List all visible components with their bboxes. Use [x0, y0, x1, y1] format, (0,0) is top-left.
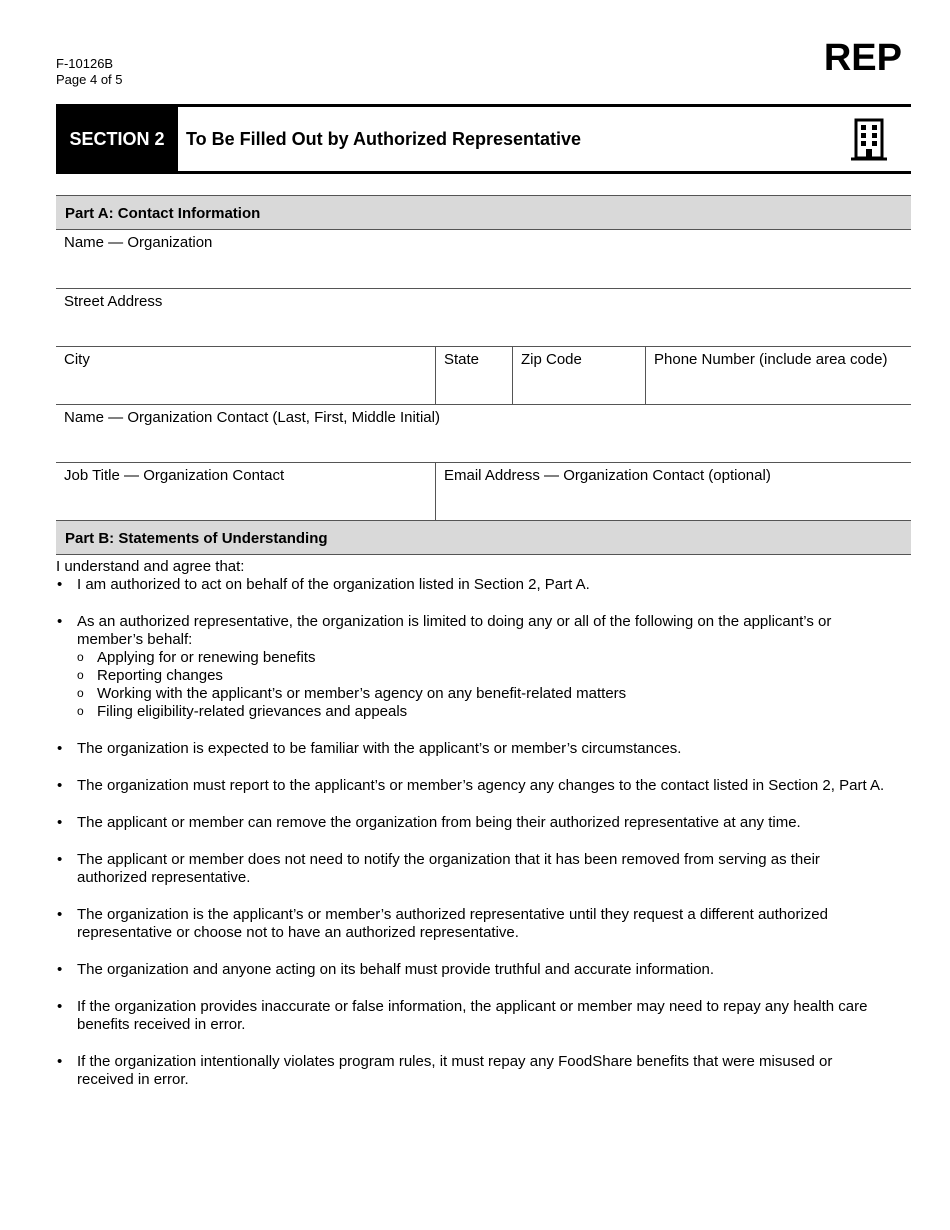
- section-header: [56, 104, 911, 174]
- org-name-field[interactable]: [56, 230, 911, 289]
- sub-list: [77, 649, 886, 721]
- sub-list-item: o Filing eligibility-related grievances and appeals: [77, 703, 886, 721]
- contact-name-field[interactable]: [56, 405, 911, 463]
- list-item: • If the organization intentionally violates program rules, it must repay any FoodShare benefits that were misused or received in error.: [56, 1053, 886, 1089]
- statement-list: [56, 576, 886, 1089]
- statements-of-understanding: [56, 558, 886, 1108]
- sub-list-item: o Applying for or renewing benefits: [77, 649, 886, 667]
- statements-intro: I understand and agree that:: [56, 558, 245, 575]
- org-name-label: Name — Organization: [64, 234, 213, 251]
- list-item: • The organization is the applicant’s or member’s authorized representative until they request a different authorized representative or choose not to have an authorized representative.: [56, 906, 886, 942]
- list-item-text: As an authorized representative, the organization is limited to doing any or all of the following on the applicant’s or member’s behalf:: [77, 613, 832, 648]
- section-label: SECTION 2: [56, 107, 178, 171]
- zip-code-field[interactable]: Zip Code: [512, 347, 645, 404]
- list-item: • The organization is expected to be familiar with the applicant’s or member’s circumstances.: [56, 740, 886, 758]
- list-item: [56, 613, 886, 721]
- street-address-label: Street Address: [64, 293, 163, 310]
- list-item: • The applicant or member can remove the organization from being their authorized representative at any time.: [56, 814, 886, 832]
- part-a-heading: Part A: Contact Information: [56, 195, 911, 230]
- section-title: To Be Filled Out by Authorized Representative: [186, 128, 582, 149]
- list-item: • The organization and anyone acting on its behalf must provide truthful and accurate information.: [56, 961, 886, 979]
- city-field[interactable]: City: [64, 351, 90, 368]
- email-field[interactable]: Email Address — Organization Contact (optional): [435, 463, 911, 520]
- form-identifier: [56, 56, 123, 88]
- form-number: F-10126B: [56, 56, 114, 71]
- job-title-field[interactable]: Job Title — Organization Contact: [64, 467, 285, 484]
- phone-number-field[interactable]: Phone Number (include area code): [645, 347, 911, 404]
- street-address-field[interactable]: [56, 289, 911, 347]
- state-field[interactable]: State: [435, 347, 512, 404]
- building-icon: [849, 118, 889, 162]
- sub-list-item: o Working with the applicant’s or member’s agency on any benefit-related matters: [77, 685, 886, 703]
- list-item: • If the organization provides inaccurate or false information, the applicant or member may need to repay any health care benefits received in error.: [56, 998, 886, 1034]
- form-badge: REP: [823, 37, 902, 79]
- list-item: • The applicant or member does not need to notify the organization that it has been removed from serving as their authorized representative.: [56, 851, 886, 887]
- list-item: • The organization must report to the applicant’s or member’s agency any changes to the contact listed in Section 2, Part A.: [56, 777, 886, 795]
- list-item: • I am authorized to act on behalf of the organization listed in Section 2, Part A.: [56, 576, 886, 594]
- part-b-heading: Part B: Statements of Understanding: [56, 520, 911, 555]
- title-email-row: [56, 463, 911, 520]
- sub-list-item: o Reporting changes: [77, 667, 886, 685]
- page-number: Page 4 of 5: [56, 72, 123, 87]
- contact-name-label: Name — Organization Contact (Last, First, Middle Initial): [64, 409, 440, 426]
- city-state-zip-phone-row: [56, 347, 911, 405]
